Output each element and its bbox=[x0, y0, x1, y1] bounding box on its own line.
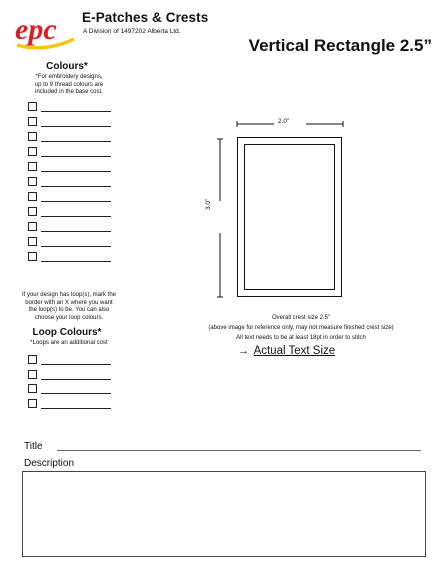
colour-slot-name-line[interactable] bbox=[41, 186, 111, 187]
colour-slot-row bbox=[28, 117, 112, 129]
product-title: Vertical Rectangle 2.5” bbox=[248, 36, 432, 55]
text-size-requirement: All text needs to be at least 18pt in order to stitch bbox=[236, 335, 366, 341]
colour-slot-checkbox[interactable] bbox=[28, 237, 37, 246]
colours-note: *For embroidery designs, up to 9 thread colours are included in the base cost. bbox=[34, 74, 104, 95]
arrow-right-icon: → bbox=[238, 345, 249, 357]
loop-colour-slot-checkbox[interactable] bbox=[28, 384, 37, 393]
colour-slot-row bbox=[28, 192, 112, 204]
loop-colour-slot-checkbox[interactable] bbox=[28, 355, 37, 364]
colour-slot-row bbox=[28, 132, 112, 144]
title-label: Title bbox=[24, 441, 43, 452]
loop-colour-slot-checkbox[interactable] bbox=[28, 399, 37, 408]
colour-slot-row bbox=[28, 102, 112, 114]
colour-slot-name-line[interactable] bbox=[41, 261, 111, 262]
actual-text-size-link[interactable] bbox=[238, 345, 335, 357]
svg-text:epc: epc bbox=[15, 13, 57, 46]
colour-slot-name-line[interactable] bbox=[41, 231, 111, 232]
title-input-line[interactable] bbox=[57, 450, 421, 451]
colour-slot-name-line[interactable] bbox=[41, 141, 111, 142]
company-name: E-Patches & Crests bbox=[82, 10, 209, 25]
loop-colour-slot-row bbox=[28, 384, 112, 396]
colour-slot-name-line[interactable] bbox=[41, 201, 111, 202]
colour-slot-checkbox[interactable] bbox=[28, 192, 37, 201]
colour-slot-name-line[interactable] bbox=[41, 156, 111, 157]
width-dimension-bracket bbox=[236, 120, 344, 128]
colour-slot-name-line[interactable] bbox=[41, 171, 111, 172]
loop-colour-slot-checkbox[interactable] bbox=[28, 370, 37, 379]
height-dimension-label: 3.0” bbox=[205, 198, 212, 210]
overall-size-text: Overall crest size 2.5” bbox=[271, 315, 331, 321]
epc-logo bbox=[14, 9, 76, 53]
loop-colour-slot-row bbox=[28, 370, 112, 382]
colour-slot-checkbox[interactable] bbox=[28, 132, 37, 141]
actual-text-size-label: Actual Text Size bbox=[253, 345, 336, 357]
reference-disclaimer: (above image for reference only, may not measure finished crest size) bbox=[208, 325, 394, 331]
colour-slot-checkbox[interactable] bbox=[28, 147, 37, 156]
colour-slot-row bbox=[28, 207, 112, 219]
loop-colour-slot-name-line[interactable] bbox=[41, 393, 111, 394]
colour-slot-name-line[interactable] bbox=[41, 111, 111, 112]
colours-heading: Colours* bbox=[46, 61, 88, 72]
colour-slot-row bbox=[28, 162, 112, 174]
width-dimension-label: 2.0” bbox=[278, 118, 290, 125]
company-subtitle: A Division of 1497202 Alberta Ltd. bbox=[83, 28, 181, 35]
crest-outline-inner bbox=[244, 144, 335, 290]
loop-colours-heading: Loop Colours* bbox=[32, 327, 102, 338]
colour-slot-checkbox[interactable] bbox=[28, 117, 37, 126]
colour-slot-name-line[interactable] bbox=[41, 246, 111, 247]
colour-slot-row bbox=[28, 237, 112, 249]
colour-slot-row bbox=[28, 147, 112, 159]
loop-colours-note: *Loops are an additional cost bbox=[30, 340, 108, 346]
colour-slot-checkbox[interactable] bbox=[28, 102, 37, 111]
colour-slot-row bbox=[28, 252, 112, 264]
loop-colour-slot-name-line[interactable] bbox=[41, 364, 111, 365]
loop-colour-slot-row bbox=[28, 399, 112, 411]
loop-colour-slot-row bbox=[28, 355, 112, 367]
loop-colour-slot-name-line[interactable] bbox=[41, 408, 111, 409]
colour-slot-name-line[interactable] bbox=[41, 216, 111, 217]
description-label: Description bbox=[24, 458, 75, 469]
loop-colour-slot-name-line[interactable] bbox=[41, 379, 111, 380]
colour-slot-checkbox[interactable] bbox=[28, 162, 37, 171]
colour-slot-row bbox=[28, 177, 112, 189]
height-dimension-bracket bbox=[216, 138, 224, 298]
colour-slot-checkbox[interactable] bbox=[28, 222, 37, 231]
loop-instructions: If your design has loop(s), mark the border with an X where you want the loop(s) to be. You can also choose your loop colours. bbox=[21, 292, 117, 321]
colour-slot-checkbox[interactable] bbox=[28, 177, 37, 186]
colour-slot-row bbox=[28, 222, 112, 234]
colour-slot-checkbox[interactable] bbox=[28, 252, 37, 261]
colour-slot-checkbox[interactable] bbox=[28, 207, 37, 216]
description-box[interactable] bbox=[22, 471, 426, 557]
colour-slot-name-line[interactable] bbox=[41, 126, 111, 127]
